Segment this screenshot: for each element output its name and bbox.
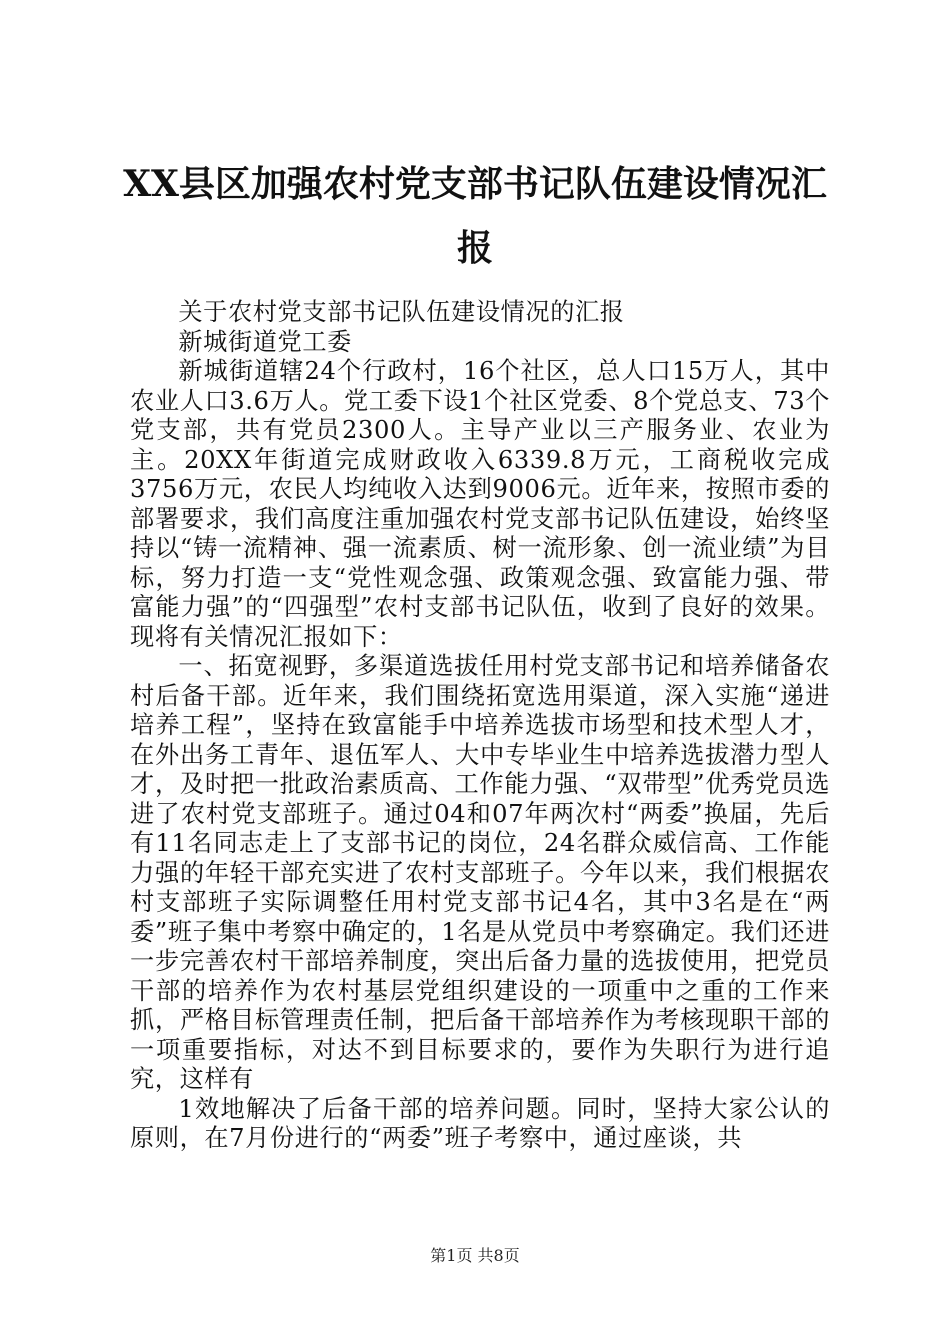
paragraph-overview: 新城街道辖24个行政村，16个社区，总人口15万人，其中农业人口3.6万人。党工委下设1个社区党委、8个党总支、73个党支部，共有党员2300人。主导产业以三产服务业、农业为主。20XX年街道完成财政收入6339.8万元，工商税收完成3756万元，农民人均纯收入达到9006元。近年来，按照市委的部署要求，我们高度注重加强农村党支部书记队伍建设，始终坚持以“铸一流精神、强一流素质、树一流形象、创一流业绩”为目标，努力打造一支“党性观念强、政策观念强、致富能力强、带富能力强”的“四强型”农村支部书记队伍，收到了良好的效果。现将有关情况汇报如下： xyxy=(130,357,830,651)
paragraph-section-one: 一、拓宽视野，多渠道选拔任用村党支部书记和培养储备农村后备干部。近年来，我们围绕拓宽选用渠道，深入实施“递进培养工程”，坚持在致富能手中培养选拔市场型和技术型人才，在外出务工青年、退伍军人、大中专毕业生中培养选拔潜力型人才，及时把一批政治素质高、工作能力强、“双带型”优秀党员选进了农村党支部班子。通过04和07年两次村“两委”换届，先后有11名同志走上了支部书记的岗位，24名群众威信高、工作能力强的年轻干部充实进了农村支部班子。今年以来，我们根据农村支部班子实际调整任用村党支部书记4名，其中3名是在“两委”班子集中考察中确定的，1名是从党员中考察确定。我们还进一步完善农村干部培养制度，突出后备力量的选拔使用，把党员干部的培养作为农村基层党组织建设的一项重中之重的工作来抓，严格目标管理责任制，把后备干部培养作为考核现职干部的一项重要指标，对达不到目标要求的，要作为失职行为进行追究，这样有 xyxy=(130,652,830,1093)
document-title-line-2: 报 xyxy=(456,227,493,269)
document-title-line-1: XX县区加强农村党支部书记队伍建设情况汇 xyxy=(123,163,827,205)
paragraph-continued: 1效地解决了后备干部的培养问题。同时，坚持大家公认的原则，在7月份进行的“两委”班子考察中，通过座谈，共 xyxy=(130,1094,830,1152)
document-body xyxy=(130,298,830,1154)
page-number-footer: 第1页 共8页 xyxy=(430,1246,520,1265)
report-heading: 关于农村党支部书记队伍建设情况的汇报 xyxy=(178,298,625,326)
report-author: 新城街道党工委 xyxy=(178,327,352,356)
